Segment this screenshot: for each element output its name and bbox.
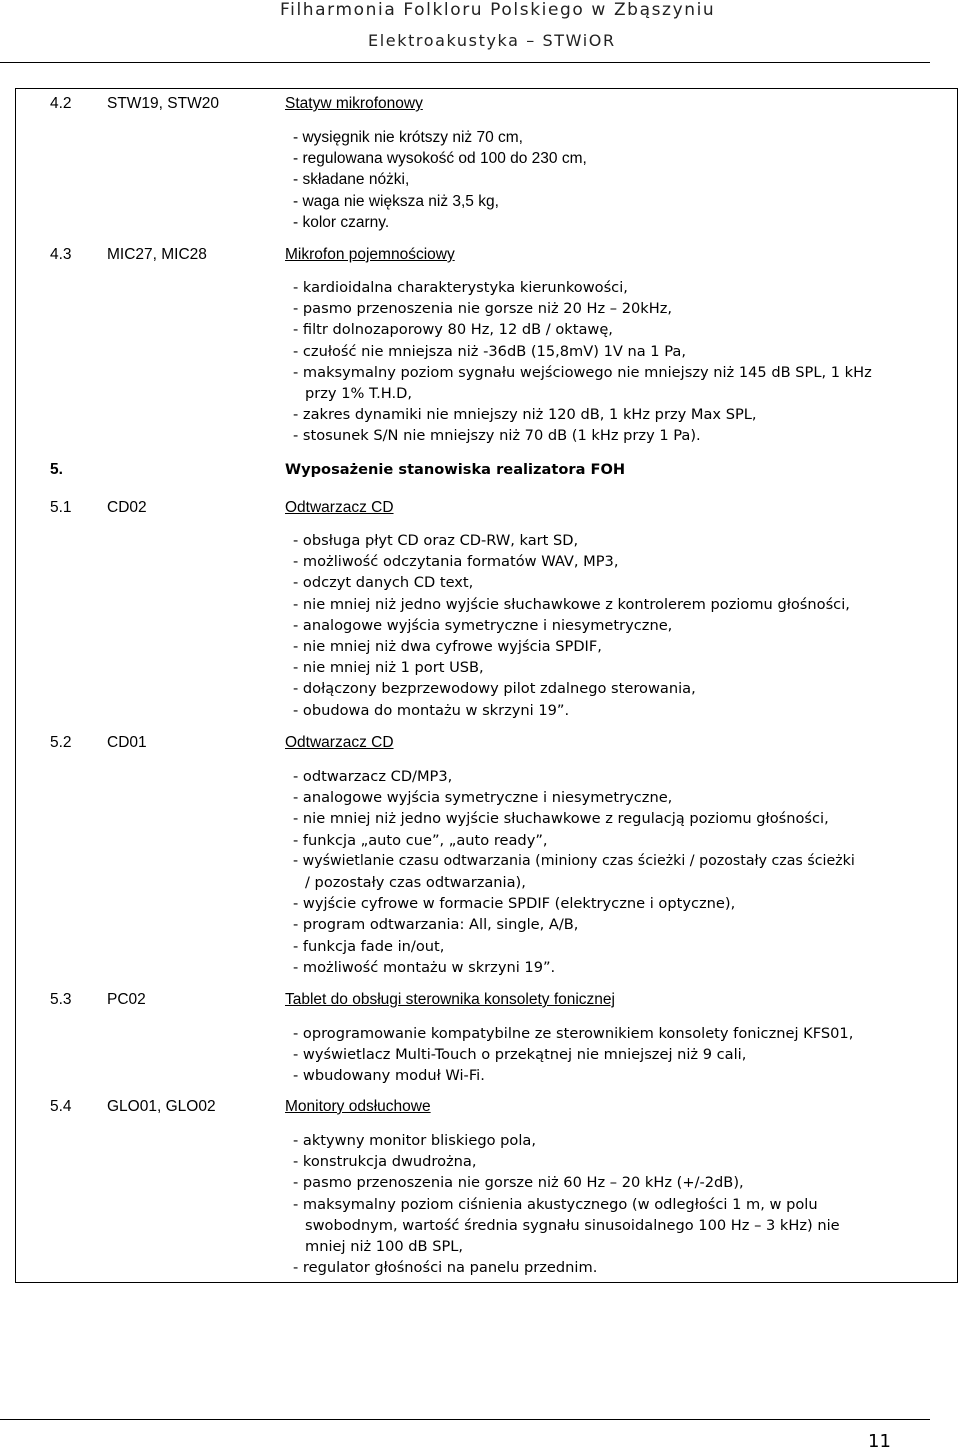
- list-item: - maksymalny poziom sygnału wejściowego nie mniejszy niż 145 dB SPL, 1 kHz: [293, 363, 872, 381]
- section-items-5-2: [293, 766, 855, 978]
- list-item: - analogowe wyjścia symetryczne i niesymetryczne,: [293, 789, 673, 807]
- list-item: - pasmo przenoszenia nie gorsze niż 20 Hz – 20kHz,: [293, 300, 673, 318]
- list-item: / pozostały czas odtwarzania),: [305, 874, 526, 892]
- section-title: Statyw mikrofonowy: [285, 95, 423, 112]
- list-item: - konstrukcja dwudrożna,: [293, 1153, 477, 1171]
- section-number: 5.4: [50, 1098, 72, 1115]
- list-item: - wysięgnik nie krótszy niż 70 cm,: [293, 129, 523, 146]
- section-code: GLO01, GLO02: [107, 1098, 216, 1115]
- list-item: - wbudowany moduł Wi-Fi.: [293, 1067, 485, 1085]
- list-item: - regulator głośności na panelu przednim.: [293, 1259, 598, 1277]
- footer-divider: [0, 1419, 930, 1420]
- list-item: - waga nie większa niż 3,5 kg,: [293, 192, 499, 210]
- section-number: 4.3: [50, 246, 72, 263]
- section-title: Monitory odsłuchowe: [285, 1098, 431, 1115]
- list-item: - stosunek S/N nie mniejszy niż 70 dB (1 kHz przy 1 Pa).: [293, 427, 701, 445]
- list-item: - wyświetlacz Multi-Touch o przekątnej nie mniejszej niż 9 cali,: [293, 1046, 747, 1064]
- list-item: - nie mniej niż dwa cyfrowe wyjścia SPDIF,: [293, 638, 602, 656]
- section-title: Wyposażenie stanowiska realizatora FOH: [285, 461, 626, 478]
- list-item: - funkcja fade in/out,: [293, 937, 445, 955]
- section-number: 4.2: [50, 95, 72, 112]
- header-organization: Filharmonia Folkloru Polskiego w Zbąszyniu: [280, 0, 716, 20]
- section-code: STW19, STW20: [107, 95, 219, 112]
- list-item: przy 1% T.H.D,: [305, 385, 413, 403]
- list-item: - obsługa płyt CD oraz CD-RW, kart SD,: [293, 532, 579, 549]
- list-item: - nie mniej niż jedno wyjście słuchawkowe z regulacją poziomu głośności,: [293, 810, 829, 828]
- list-item: - nie mniej niż jedno wyjście słuchawkowe z kontrolerem poziomu głośności,: [293, 595, 850, 613]
- section-title: Mikrofon pojemnościowy: [285, 246, 455, 263]
- list-item: mniej niż 100 dB SPL,: [305, 1238, 464, 1256]
- list-item: - kardioidalna charakterystyka kierunkowości,: [293, 279, 628, 296]
- section-items-4-2: [293, 127, 587, 233]
- list-item: - możliwość montażu w skrzyni 19”.: [293, 958, 556, 976]
- header-divider: [0, 62, 930, 63]
- section-code: CD02: [107, 499, 147, 516]
- section-code: MIC27, MIC28: [107, 246, 207, 263]
- section-number: 5.3: [50, 991, 72, 1008]
- section-code: PC02: [107, 991, 146, 1008]
- section-items-4-3: [293, 277, 872, 447]
- list-item: - filtr dolnozaporowy 80 Hz, 12 dB / oktawę,: [293, 321, 613, 339]
- list-item: - obudowa do montażu w skrzyni 19”.: [293, 701, 570, 719]
- section-items-5-1: [293, 530, 850, 721]
- list-item: - program odtwarzania: All, single, A/B,: [293, 916, 579, 934]
- list-item: - nie mniej niż 1 port USB,: [293, 659, 484, 677]
- list-item: - pasmo przenoszenia nie gorsze niż 60 Hz – 20 kHz (+/-2dB),: [293, 1174, 744, 1192]
- section-number: 5.: [50, 461, 63, 478]
- list-item: - odczyt danych CD text,: [293, 574, 474, 592]
- list-item: - czułość nie mniejsza niż -36dB (15,8mV) 1V na 1 Pa,: [293, 342, 686, 360]
- section-title: Odtwarzacz CD: [285, 499, 394, 516]
- list-item: - odtwarzacz CD/MP3,: [293, 768, 453, 785]
- list-item: - maksymalny poziom ciśnienia akustycznego (w odległości 1 m, w polu: [293, 1195, 818, 1213]
- list-item: - oprogramowanie kompatybilne ze sterownikiem konsolety fonicznej KFS01,: [293, 1025, 854, 1042]
- section-number: 5.1: [50, 499, 72, 516]
- list-item: - kolor czarny.: [293, 213, 390, 231]
- section-title: Odtwarzacz CD: [285, 734, 394, 751]
- list-item: - analogowe wyjścia symetryczne i niesymetryczne,: [293, 616, 673, 634]
- header-document-title: Elektroakustyka – STWiOR: [368, 31, 616, 50]
- section-code: CD01: [107, 734, 147, 751]
- page-number: 11: [868, 1431, 891, 1452]
- section-items-5-3: [293, 1023, 853, 1087]
- section-items-5-4: [293, 1130, 840, 1278]
- list-item: - możliwość odczytania formatów WAV, MP3,: [293, 553, 619, 571]
- list-item: swobodnym, wartość średnia sygnału sinusoidalnego 100 Hz – 3 kHz) nie: [305, 1216, 840, 1234]
- section-title: Tablet do obsługi sterownika konsolety fonicznej: [285, 991, 615, 1008]
- list-item: - zakres dynamiki nie mniejszy niż 120 dB, 1 kHz przy Max SPL,: [293, 406, 757, 424]
- section-number: 5.2: [50, 734, 72, 751]
- list-item: - składane nóżki,: [293, 171, 410, 189]
- list-item: - aktywny monitor bliskiego pola,: [293, 1132, 536, 1149]
- list-item: - dołączony bezprzewodowy pilot zdalnego sterowania,: [293, 680, 696, 698]
- list-item: - funkcja „auto cue”, „auto ready”,: [293, 831, 548, 849]
- list-item: - regulowana wysokość od 100 do 230 cm,: [293, 150, 587, 168]
- list-item: - wyświetlanie czasu odtwarzania (miniony czas ścieżki / pozostały czas ścieżki: [293, 852, 855, 869]
- list-item: - wyjście cyfrowe w formacie SPDIF (elektryczne i optyczne),: [293, 895, 736, 913]
